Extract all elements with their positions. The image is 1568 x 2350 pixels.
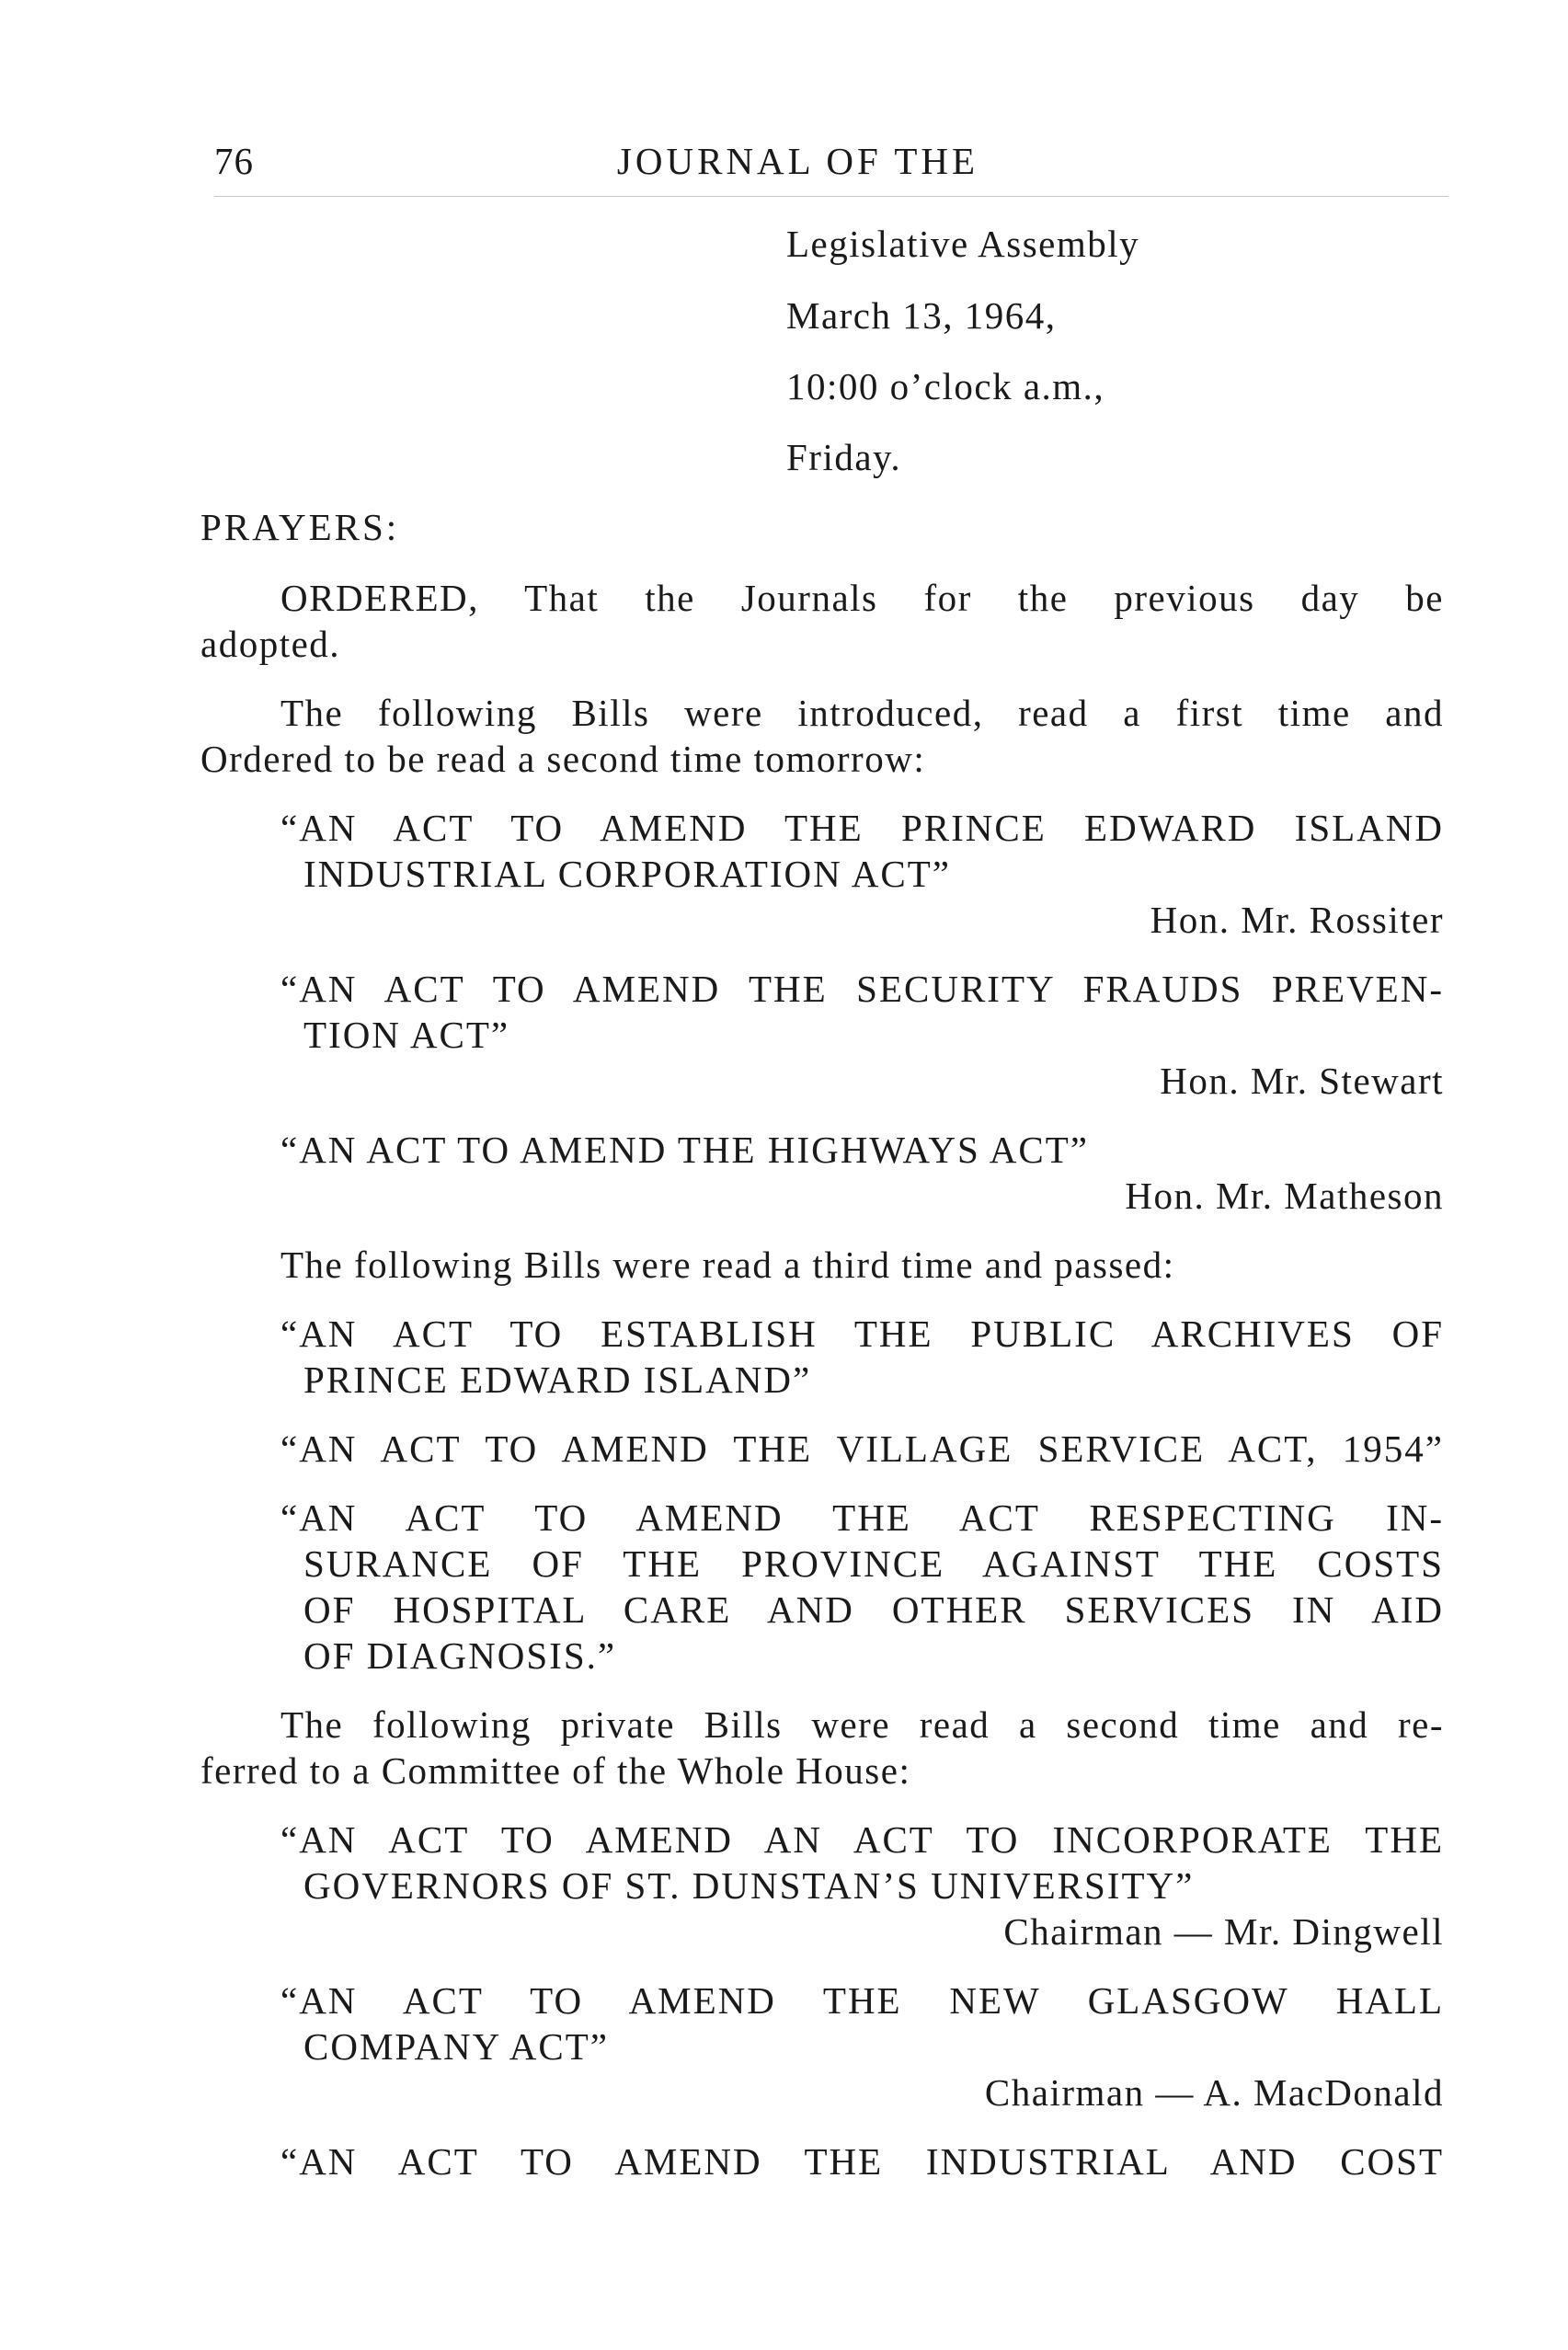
bill-st-dunstans-chairman: Chairman — Mr. Dingwell [1003,1910,1444,1953]
dateline-time: 10:00 o’clock a.m., [786,365,1105,407]
intro-private-bills-line-1: The following private Bills were read a second time and re- [280,1703,1444,1746]
ordered-line-1: ORDERED, That the Journals for the previous day be [280,577,1444,619]
bill-village-service-line-1: “AN ACT TO AMEND THE VILLAGE SERVICE ACT, 1954” [280,1427,1444,1470]
intro-private-bills-line-2: ferred to a Committee of the Whole House: [200,1749,911,1792]
ordered-line-2: adopted. [200,623,341,665]
bill-pei-industrial-corporation-sponsor: Hon. Mr. Rossiter [1150,899,1444,941]
bill-security-frauds-line-1: “AN ACT TO AMEND THE SECURITY FRAUDS PREVEN- [280,968,1444,1010]
bill-industrial-cost-line-1: “AN ACT TO AMEND THE INDUSTRIAL AND COST [280,2140,1444,2183]
intro-third-reading: The following Bills were read a third time and passed: [280,1244,1175,1286]
bill-pei-industrial-corporation-line-2: INDUSTRIAL CORPORATION ACT” [303,853,951,895]
bill-st-dunstans-line-1: “AN ACT TO AMEND AN ACT TO INCORPORATE THE [280,1818,1444,1861]
running-header-title: JOURNAL OF THE [616,140,979,182]
dateline-assembly: Legislative Assembly [786,223,1140,265]
bill-hospital-insurance-line-4: OF DIAGNOSIS.” [303,1634,617,1677]
dateline-day: Friday. [786,436,902,478]
intro-first-reading-line-1: The following Bills were introduced, read a first time and [280,692,1444,734]
bill-public-archives-line-1: “AN ACT TO ESTABLISH THE PUBLIC ARCHIVES OF [280,1313,1444,1355]
bill-hospital-insurance-line-3: OF HOSPITAL CARE AND OTHER SERVICES IN AID [303,1588,1444,1631]
bill-public-archives-line-2: PRINCE EDWARD ISLAND” [303,1358,812,1401]
bill-security-frauds-line-2: TION ACT” [303,1014,510,1056]
bill-new-glasgow-hall-line-2: COMPANY ACT” [303,2025,609,2068]
bill-hospital-insurance-line-1: “AN ACT TO AMEND THE ACT RESPECTING IN- [280,1496,1444,1539]
intro-first-reading-line-2: Ordered to be read a second time tomorrow: [200,738,926,780]
bill-new-glasgow-hall-chairman: Chairman — A. MacDonald [984,2071,1444,2114]
bill-highways-sponsor: Hon. Mr. Matheson [1125,1175,1444,1217]
prayers-heading: PRAYERS: [200,506,400,548]
bill-highways-line-1: “AN ACT TO AMEND THE HIGHWAYS ACT” [280,1129,1089,1171]
bill-st-dunstans-line-2: GOVERNORS OF ST. DUNSTAN’S UNIVERSITY” [303,1864,1195,1907]
bill-hospital-insurance-line-2: SURANCE OF THE PROVINCE AGAINST THE COSTS [303,1542,1444,1585]
header-rule [214,196,1448,197]
bill-security-frauds-sponsor: Hon. Mr. Stewart [1160,1060,1444,1102]
bill-pei-industrial-corporation-line-1: “AN ACT TO AMEND THE PRINCE EDWARD ISLAND [280,807,1444,849]
dateline-date: March 13, 1964, [786,294,1057,337]
bill-new-glasgow-hall-line-1: “AN ACT TO AMEND THE NEW GLASGOW HALL [280,1979,1444,2022]
page-number: 76 [214,140,254,182]
